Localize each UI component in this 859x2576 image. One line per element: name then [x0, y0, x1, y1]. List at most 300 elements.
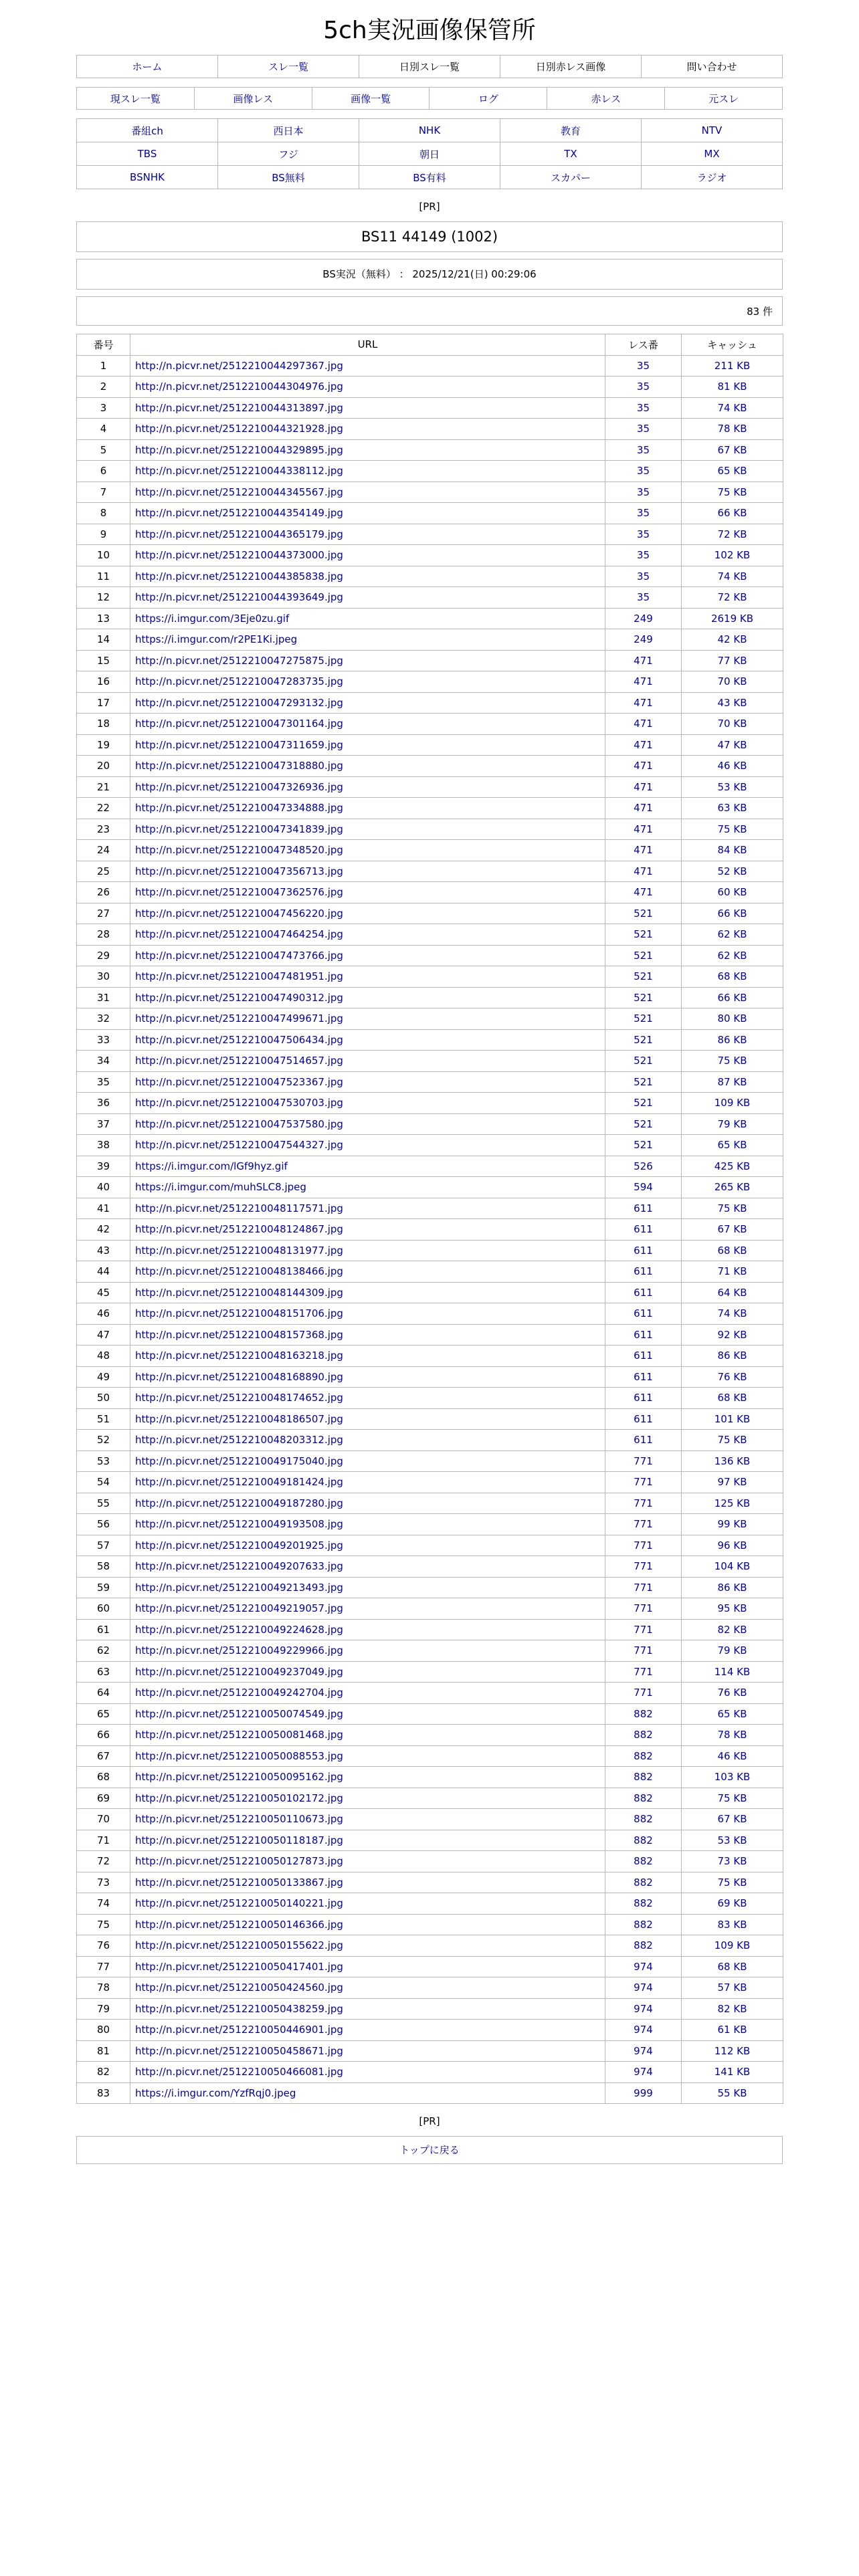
cache-link[interactable]: 66 KB — [682, 503, 783, 524]
cache-link[interactable]: 75 KB — [682, 1788, 783, 1809]
image-url-link[interactable]: http://n.picvr.net/2512210048203312.jpg — [135, 1434, 343, 1446]
channel-link[interactable]: スカパー — [550, 171, 591, 184]
main-nav-item-2[interactable]: 日別スレ一覧 — [399, 61, 460, 73]
res-number-link[interactable]: 249 — [605, 608, 682, 629]
res-number-link[interactable]: 611 — [605, 1430, 682, 1451]
res-number-link[interactable]: 882 — [605, 1830, 682, 1851]
image-url-link[interactable]: http://n.picvr.net/2512210044393649.jpg — [135, 591, 343, 604]
res-number-link[interactable]: 771 — [605, 1661, 682, 1683]
res-number-link[interactable]: 35 — [605, 481, 682, 503]
image-url-link[interactable]: http://n.picvr.net/2512210050110673.jpg — [135, 1813, 343, 1826]
cache-link[interactable]: 92 KB — [682, 1324, 783, 1346]
image-url-link[interactable]: http://n.picvr.net/2512210048168890.jpg — [135, 1370, 343, 1383]
cache-link[interactable]: 70 KB — [682, 671, 783, 693]
main-nav-item-3[interactable]: 日別赤レス画像 — [535, 61, 606, 73]
res-number-link[interactable]: 249 — [605, 629, 682, 651]
res-number-link[interactable]: 471 — [605, 882, 682, 903]
channel-link[interactable]: NHK — [418, 124, 441, 136]
cache-link[interactable]: 65 KB — [682, 1135, 783, 1156]
image-url-link[interactable]: http://n.picvr.net/2512210050102172.jpg — [135, 1792, 343, 1804]
res-number-link[interactable]: 882 — [605, 1914, 682, 1935]
cache-link[interactable]: 55 KB — [682, 2082, 783, 2104]
image-url-link[interactable]: http://n.picvr.net/2512210047544327.jpg — [135, 1139, 343, 1152]
channel-link[interactable]: BSNHK — [130, 171, 165, 183]
thread-nav-item-1[interactable]: 画像レス — [233, 92, 274, 105]
image-url-link[interactable]: http://n.picvr.net/2512210049181424.jpg — [135, 1476, 343, 1489]
image-url-link[interactable]: http://n.picvr.net/2512210048144309.jpg — [135, 1286, 343, 1299]
image-url-link[interactable]: http://n.picvr.net/2512210044385838.jpg — [135, 570, 343, 582]
res-number-link[interactable]: 35 — [605, 545, 682, 566]
cache-link[interactable]: 42 KB — [682, 629, 783, 651]
image-url-link[interactable]: http://n.picvr.net/2512210050146366.jpg — [135, 1918, 343, 1931]
main-nav — [76, 55, 783, 78]
channel-link[interactable]: BS無料 — [272, 171, 305, 184]
res-number-link[interactable]: 521 — [605, 1071, 682, 1093]
image-url-link[interactable]: http://n.picvr.net/2512210050446901.jpg — [135, 2024, 343, 2036]
image-url-link[interactable]: http://n.picvr.net/2512210048163218.jpg — [135, 1350, 343, 1362]
cache-link[interactable]: 112 KB — [682, 2040, 783, 2062]
main-nav-item-0[interactable]: ホーム — [132, 61, 163, 73]
image-url-link[interactable]: http://n.picvr.net/2512210050095162.jpg — [135, 1771, 343, 1784]
image-url-link[interactable]: http://n.picvr.net/2512210047537580.jpg — [135, 1117, 343, 1130]
res-number-link[interactable]: 771 — [605, 1451, 682, 1472]
cache-link[interactable]: 76 KB — [682, 1366, 783, 1388]
res-number-link[interactable]: 611 — [605, 1408, 682, 1430]
image-url-link[interactable]: http://n.picvr.net/2512210047530703.jpg — [135, 1097, 343, 1109]
res-number-link[interactable]: 882 — [605, 1767, 682, 1788]
image-url-link[interactable]: http://n.picvr.net/2512210047341839.jpg — [135, 823, 343, 835]
res-number-link[interactable]: 35 — [605, 461, 682, 482]
thread-nav-item-3[interactable]: ログ — [478, 92, 498, 105]
image-url-link[interactable]: http://n.picvr.net/2512210044338112.jpg — [135, 465, 343, 477]
res-number-link[interactable]: 521 — [605, 945, 682, 966]
image-url-link[interactable]: http://n.picvr.net/2512210049219057.jpg — [135, 1602, 343, 1615]
cache-link[interactable]: 52 KB — [682, 861, 783, 882]
cache-link[interactable]: 104 KB — [682, 1556, 783, 1578]
image-url-link[interactable]: http://n.picvr.net/2512210049175040.jpg — [135, 1455, 343, 1467]
res-number-link[interactable]: 882 — [605, 1893, 682, 1915]
res-number-link[interactable]: 882 — [605, 1725, 682, 1746]
cache-link[interactable]: 75 KB — [682, 1872, 783, 1893]
res-number-link[interactable]: 771 — [605, 1535, 682, 1556]
image-url-link[interactable]: http://n.picvr.net/2512210048124867.jpg — [135, 1223, 343, 1236]
cache-link[interactable]: 53 KB — [682, 776, 783, 798]
res-number-link[interactable]: 882 — [605, 1851, 682, 1872]
back-to-top-link[interactable]: トップに戻る — [399, 2144, 460, 2156]
image-url-link[interactable]: http://n.picvr.net/2512210050155622.jpg — [135, 1939, 343, 1952]
res-number-link[interactable]: 771 — [605, 1683, 682, 1704]
res-number-link[interactable]: 611 — [605, 1219, 682, 1241]
image-url-link[interactable]: http://n.picvr.net/2512210050118187.jpg — [135, 1834, 343, 1846]
cache-link[interactable]: 68 KB — [682, 1388, 783, 1409]
cache-link[interactable]: 109 KB — [682, 1093, 783, 1114]
image-url-link[interactable]: http://n.picvr.net/2512210044297367.jpg — [135, 359, 343, 372]
cache-link[interactable]: 62 KB — [682, 945, 783, 966]
main-nav-item-4[interactable]: 問い合わせ — [686, 61, 737, 73]
cache-link[interactable]: 81 KB — [682, 377, 783, 398]
res-number-link[interactable]: 35 — [605, 397, 682, 419]
res-number-link[interactable]: 974 — [605, 1977, 682, 1999]
row-url-cell — [130, 650, 605, 671]
res-number-link[interactable]: 611 — [605, 1388, 682, 1409]
cache-link[interactable]: 78 KB — [682, 1725, 783, 1746]
row-number: 62 — [77, 1640, 130, 1662]
cache-link[interactable]: 67 KB — [682, 1809, 783, 1830]
channel-link[interactable]: 朝日 — [419, 148, 440, 160]
res-number-link[interactable]: 974 — [605, 1956, 682, 1977]
row-number: 10 — [77, 545, 130, 566]
res-number-link[interactable]: 471 — [605, 714, 682, 735]
cache-link[interactable]: 101 KB — [682, 1408, 783, 1430]
cache-link[interactable]: 96 KB — [682, 1535, 783, 1556]
res-number-link[interactable]: 471 — [605, 819, 682, 840]
res-number-link[interactable]: 35 — [605, 566, 682, 587]
image-url-link[interactable]: http://n.picvr.net/2512210047362576.jpg — [135, 886, 343, 899]
res-number-link[interactable]: 611 — [605, 1198, 682, 1219]
res-number-link[interactable]: 471 — [605, 840, 682, 861]
cache-link[interactable]: 69 KB — [682, 1893, 783, 1915]
image-url-link[interactable]: http://n.picvr.net/2512210047348520.jpg — [135, 844, 343, 857]
cache-link[interactable]: 75 KB — [682, 481, 783, 503]
table-row — [77, 1029, 783, 1051]
image-url-link[interactable]: https://i.imgur.com/muhSLC8.jpeg — [135, 1181, 306, 1194]
image-url-link[interactable]: http://n.picvr.net/2512210044313897.jpg — [135, 401, 343, 414]
res-number-link[interactable]: 471 — [605, 692, 682, 714]
cache-link[interactable]: 46 KB — [682, 1745, 783, 1767]
image-url-link[interactable]: http://n.picvr.net/2512210049229966.jpg — [135, 1644, 343, 1657]
res-number-link[interactable]: 35 — [605, 524, 682, 545]
channel-link[interactable]: MX — [704, 148, 720, 160]
image-url-link[interactable]: http://n.picvr.net/2512210047311659.jpg — [135, 738, 343, 751]
row-number: 8 — [77, 503, 130, 524]
image-url-link[interactable]: http://n.picvr.net/2512210049242704.jpg — [135, 1687, 343, 1699]
cache-link[interactable]: 83 KB — [682, 1914, 783, 1935]
header-cache: キャッシュ — [682, 334, 783, 356]
cache-link[interactable]: 102 KB — [682, 545, 783, 566]
thread-nav-item-0[interactable]: 現スレ一覧 — [110, 92, 161, 105]
image-url-link[interactable]: http://n.picvr.net/2512210047464254.jpg — [135, 928, 343, 941]
image-url-link[interactable]: http://n.picvr.net/2512210048131977.jpg — [135, 1244, 343, 1257]
cache-link[interactable]: 2619 KB — [682, 608, 783, 629]
image-url-link[interactable]: http://n.picvr.net/2512210050417401.jpg — [135, 1960, 343, 1973]
image-url-link[interactable]: http://n.picvr.net/2512210047318880.jpg — [135, 760, 343, 772]
res-number-link[interactable]: 999 — [605, 2082, 682, 2104]
res-number-link[interactable]: 611 — [605, 1261, 682, 1283]
cache-link[interactable]: 82 KB — [682, 1998, 783, 2020]
image-url-link[interactable]: http://n.picvr.net/2512210049207633.jpg — [135, 1560, 343, 1573]
res-number-link[interactable]: 35 — [605, 419, 682, 440]
image-url-link[interactable]: http://n.picvr.net/2512210047514657.jpg — [135, 1055, 343, 1067]
cache-link[interactable]: 71 KB — [682, 1261, 783, 1283]
image-url-link[interactable]: http://n.picvr.net/2512210044304976.jpg — [135, 381, 343, 393]
image-url-link[interactable]: http://n.picvr.net/2512210044373000.jpg — [135, 549, 343, 562]
res-number-link[interactable]: 771 — [605, 1472, 682, 1493]
cache-link[interactable]: 53 KB — [682, 1830, 783, 1851]
cache-link[interactable]: 74 KB — [682, 1303, 783, 1325]
cache-link[interactable]: 86 KB — [682, 1029, 783, 1051]
cache-link[interactable]: 63 KB — [682, 798, 783, 819]
image-url-link[interactable]: http://n.picvr.net/2512210050424560.jpg — [135, 1981, 343, 1994]
cache-link[interactable]: 265 KB — [682, 1177, 783, 1198]
res-number-link[interactable]: 35 — [605, 587, 682, 609]
cache-link[interactable]: 74 KB — [682, 566, 783, 587]
image-url-link[interactable]: http://n.picvr.net/2512210050074549.jpg — [135, 1707, 343, 1720]
cache-link[interactable]: 97 KB — [682, 1472, 783, 1493]
res-number-link[interactable]: 974 — [605, 2062, 682, 2083]
image-url-link[interactable]: http://n.picvr.net/2512210050127873.jpg — [135, 1855, 343, 1868]
image-url-link[interactable]: http://n.picvr.net/2512210048151706.jpg — [135, 1307, 343, 1320]
image-url-link[interactable]: http://n.picvr.net/2512210047283735.jpg — [135, 675, 343, 688]
table-row — [77, 1071, 783, 1093]
image-url-link[interactable]: http://n.picvr.net/2512210050140221.jpg — [135, 1897, 343, 1910]
thread-nav-item-4[interactable]: 赤レス — [591, 92, 621, 105]
image-url-link[interactable]: http://n.picvr.net/2512210049213493.jpg — [135, 1581, 343, 1594]
res-number-link[interactable]: 521 — [605, 903, 682, 924]
cache-link[interactable]: 43 KB — [682, 692, 783, 714]
cache-link[interactable]: 66 KB — [682, 903, 783, 924]
table-row — [77, 756, 783, 777]
res-number-link[interactable]: 471 — [605, 756, 682, 777]
res-number-link[interactable]: 974 — [605, 2020, 682, 2041]
cache-link[interactable]: 68 KB — [682, 1956, 783, 1977]
image-url-link[interactable]: http://n.picvr.net/2512210047490312.jpg — [135, 991, 343, 1004]
res-number-link[interactable]: 882 — [605, 1809, 682, 1830]
cache-link[interactable]: 82 KB — [682, 1619, 783, 1640]
table-row — [77, 1472, 783, 1493]
cache-link[interactable]: 66 KB — [682, 987, 783, 1008]
image-url-link[interactable]: http://n.picvr.net/2512210048117571.jpg — [135, 1202, 343, 1214]
cache-link[interactable]: 77 KB — [682, 650, 783, 671]
row-number: 60 — [77, 1598, 130, 1620]
row-url-cell — [130, 1745, 605, 1767]
cache-link[interactable]: 73 KB — [682, 1851, 783, 1872]
cache-link[interactable]: 86 KB — [682, 1577, 783, 1598]
table-row — [77, 819, 783, 840]
cache-link[interactable]: 75 KB — [682, 819, 783, 840]
res-number-link[interactable]: 771 — [605, 1640, 682, 1662]
res-number-link[interactable]: 611 — [605, 1240, 682, 1261]
image-url-link[interactable]: http://n.picvr.net/2512210044354149.jpg — [135, 507, 343, 520]
image-url-link[interactable]: http://n.picvr.net/2512210049224628.jpg — [135, 1623, 343, 1636]
row-url-cell — [130, 1998, 605, 2020]
res-number-link[interactable]: 882 — [605, 1703, 682, 1725]
res-number-link[interactable]: 521 — [605, 924, 682, 946]
image-url-link[interactable]: http://n.picvr.net/2512210047506434.jpg — [135, 1033, 343, 1046]
cache-link[interactable]: 68 KB — [682, 1240, 783, 1261]
res-number-link[interactable]: 521 — [605, 1135, 682, 1156]
cache-link[interactable]: 78 KB — [682, 419, 783, 440]
cache-link[interactable]: 99 KB — [682, 1514, 783, 1535]
cache-link[interactable]: 136 KB — [682, 1451, 783, 1472]
image-url-link[interactable]: http://n.picvr.net/2512210044365179.jpg — [135, 528, 343, 540]
res-number-link[interactable]: 471 — [605, 798, 682, 819]
cache-link[interactable]: 76 KB — [682, 1683, 783, 1704]
cache-link[interactable]: 62 KB — [682, 924, 783, 946]
channel-link[interactable]: 番組ch — [131, 124, 163, 137]
res-number-link[interactable]: 611 — [605, 1366, 682, 1388]
cache-link[interactable]: 67 KB — [682, 439, 783, 461]
image-url-link[interactable]: http://n.picvr.net/2512210047499671.jpg — [135, 1012, 343, 1025]
cache-link[interactable]: 79 KB — [682, 1113, 783, 1135]
image-url-link[interactable]: https://i.imgur.com/YzfRqj0.jpeg — [135, 2086, 296, 2099]
table-row — [77, 1219, 783, 1241]
res-number-link[interactable]: 771 — [605, 1598, 682, 1620]
image-url-link[interactable]: http://n.picvr.net/2512210050133867.jpg — [135, 1876, 343, 1889]
res-number-link[interactable]: 471 — [605, 861, 682, 882]
image-url-link[interactable]: http://n.picvr.net/2512210049201925.jpg — [135, 1539, 343, 1551]
cache-link[interactable]: 95 KB — [682, 1598, 783, 1620]
cache-link[interactable]: 75 KB — [682, 1051, 783, 1072]
cache-link[interactable]: 114 KB — [682, 1661, 783, 1683]
cache-link[interactable]: 103 KB — [682, 1767, 783, 1788]
res-number-link[interactable]: 521 — [605, 1029, 682, 1051]
res-number-link[interactable]: 521 — [605, 966, 682, 988]
table-row — [77, 629, 783, 651]
cache-link[interactable]: 86 KB — [682, 1346, 783, 1367]
res-number-link[interactable]: 771 — [605, 1556, 682, 1578]
cache-link[interactable]: 60 KB — [682, 882, 783, 903]
res-number-link[interactable]: 521 — [605, 1051, 682, 1072]
channel-link[interactable]: TBS — [137, 148, 157, 160]
image-url-link[interactable]: http://n.picvr.net/2512210050438259.jpg — [135, 2002, 343, 2015]
cache-link[interactable]: 72 KB — [682, 524, 783, 545]
image-url-link[interactable]: http://n.picvr.net/2512210047481951.jpg — [135, 970, 343, 983]
table-row — [77, 1366, 783, 1388]
row-url-cell — [130, 1788, 605, 1809]
image-url-link[interactable]: http://n.picvr.net/2512210048186507.jpg — [135, 1412, 343, 1425]
res-number-link[interactable]: 771 — [605, 1514, 682, 1535]
image-url-link[interactable]: https://i.imgur.com/3Eje0zu.gif — [135, 612, 290, 625]
image-url-link[interactable]: http://n.picvr.net/2512210048157368.jpg — [135, 1328, 343, 1341]
channel-link[interactable]: フジ — [278, 148, 298, 160]
res-number-link[interactable]: 521 — [605, 1093, 682, 1114]
channel-link[interactable]: TX — [564, 148, 577, 160]
cache-link[interactable]: 57 KB — [682, 1977, 783, 1999]
res-number-link[interactable]: 471 — [605, 671, 682, 693]
res-number-link[interactable]: 611 — [605, 1324, 682, 1346]
cache-link[interactable]: 70 KB — [682, 714, 783, 735]
cache-link[interactable]: 72 KB — [682, 587, 783, 609]
cache-link[interactable]: 68 KB — [682, 966, 783, 988]
cache-link[interactable]: 65 KB — [682, 1703, 783, 1725]
cache-link[interactable]: 211 KB — [682, 355, 783, 377]
cache-link[interactable]: 67 KB — [682, 1219, 783, 1241]
image-url-link[interactable]: http://n.picvr.net/2512210047473766.jpg — [135, 949, 343, 962]
image-url-link[interactable]: http://n.picvr.net/2512210044345567.jpg — [135, 486, 343, 498]
image-url-link[interactable]: http://n.picvr.net/2512210048174652.jpg — [135, 1392, 343, 1404]
image-url-link[interactable]: https://i.imgur.com/r2PE1Ki.jpeg — [135, 633, 298, 646]
res-number-link[interactable]: 974 — [605, 2040, 682, 2062]
thread-nav-item-5[interactable]: 元スレ — [708, 92, 739, 105]
res-number-link[interactable]: 771 — [605, 1493, 682, 1514]
image-url-link[interactable]: http://n.picvr.net/2512210047293132.jpg — [135, 696, 343, 709]
image-url-link[interactable]: http://n.picvr.net/2512210049237049.jpg — [135, 1665, 343, 1678]
image-url-link[interactable]: http://n.picvr.net/2512210050466081.jpg — [135, 2066, 343, 2078]
cache-link[interactable]: 125 KB — [682, 1493, 783, 1514]
res-number-link[interactable]: 611 — [605, 1346, 682, 1367]
cache-link[interactable]: 46 KB — [682, 756, 783, 777]
main-nav-item-1[interactable]: スレ一覧 — [268, 61, 308, 73]
cache-link[interactable]: 61 KB — [682, 2020, 783, 2041]
res-number-link[interactable]: 35 — [605, 377, 682, 398]
image-url-link[interactable]: http://n.picvr.net/2512210049193508.jpg — [135, 1518, 343, 1531]
cache-link[interactable]: 64 KB — [682, 1282, 783, 1303]
res-number-link[interactable]: 471 — [605, 776, 682, 798]
image-url-link[interactable]: http://n.picvr.net/2512210047326936.jpg — [135, 780, 343, 793]
cache-link[interactable]: 75 KB — [682, 1198, 783, 1219]
res-number-link[interactable]: 611 — [605, 1303, 682, 1325]
cache-link[interactable]: 74 KB — [682, 397, 783, 419]
res-number-link[interactable]: 471 — [605, 650, 682, 671]
row-url-cell — [130, 1261, 605, 1283]
cache-link[interactable]: 109 KB — [682, 1935, 783, 1957]
row-number: 55 — [77, 1493, 130, 1514]
thread-nav-item-2[interactable]: 画像一覧 — [351, 92, 391, 105]
row-number: 7 — [77, 481, 130, 503]
cache-link[interactable]: 79 KB — [682, 1640, 783, 1662]
cache-link[interactable]: 84 KB — [682, 840, 783, 861]
res-number-link[interactable]: 471 — [605, 734, 682, 756]
channel-link[interactable]: ラジオ — [696, 171, 727, 184]
image-url-link[interactable]: http://n.picvr.net/2512210047275875.jpg — [135, 654, 343, 667]
image-url-link[interactable]: http://n.picvr.net/2512210047301164.jpg — [135, 718, 343, 730]
channel-link[interactable]: BS有料 — [413, 171, 446, 184]
image-url-link[interactable]: http://n.picvr.net/2512210050458671.jpg — [135, 2044, 343, 2057]
image-url-link[interactable]: http://n.picvr.net/2512210047334888.jpg — [135, 802, 343, 815]
res-number-link[interactable]: 882 — [605, 1788, 682, 1809]
image-url-link[interactable]: http://n.picvr.net/2512210048138466.jpg — [135, 1265, 343, 1278]
res-number-link[interactable]: 35 — [605, 503, 682, 524]
res-number-link[interactable]: 594 — [605, 1177, 682, 1198]
res-number-link[interactable]: 521 — [605, 1008, 682, 1030]
image-url-link[interactable]: http://n.picvr.net/2512210044329895.jpg — [135, 443, 343, 456]
channel-link[interactable]: 教育 — [560, 124, 581, 137]
cache-link[interactable]: 141 KB — [682, 2062, 783, 2083]
image-url-link[interactable]: http://n.picvr.net/2512210050081468.jpg — [135, 1729, 343, 1741]
image-url-link[interactable]: http://n.picvr.net/2512210044321928.jpg — [135, 423, 343, 435]
cache-link[interactable]: 75 KB — [682, 1430, 783, 1451]
res-number-link[interactable]: 526 — [605, 1156, 682, 1177]
res-number-link[interactable]: 35 — [605, 439, 682, 461]
cache-link[interactable]: 47 KB — [682, 734, 783, 756]
image-url-link[interactable]: http://n.picvr.net/2512210050088553.jpg — [135, 1749, 343, 1762]
res-number-link[interactable]: 521 — [605, 987, 682, 1008]
res-number-link[interactable]: 882 — [605, 1872, 682, 1893]
res-number-link[interactable]: 771 — [605, 1577, 682, 1598]
image-url-link[interactable]: https://i.imgur.com/lGf9hyz.gif — [135, 1160, 288, 1172]
image-url-link[interactable]: http://n.picvr.net/2512210047356713.jpg — [135, 865, 343, 877]
cache-link[interactable]: 80 KB — [682, 1008, 783, 1030]
res-number-link[interactable]: 521 — [605, 1113, 682, 1135]
res-number-link[interactable]: 882 — [605, 1935, 682, 1957]
res-number-link[interactable]: 882 — [605, 1745, 682, 1767]
channel-link[interactable]: NTV — [701, 124, 723, 136]
channel-link[interactable]: 西日本 — [273, 124, 304, 137]
image-url-link[interactable]: http://n.picvr.net/2512210047456220.jpg — [135, 907, 343, 920]
res-number-link[interactable]: 771 — [605, 1619, 682, 1640]
table-row — [77, 1408, 783, 1430]
cache-link[interactable]: 87 KB — [682, 1071, 783, 1093]
thread-nav-cell — [77, 88, 195, 110]
image-url-link[interactable]: http://n.picvr.net/2512210047523367.jpg — [135, 1075, 343, 1088]
cache-link[interactable]: 425 KB — [682, 1156, 783, 1177]
res-number-link[interactable]: 611 — [605, 1282, 682, 1303]
image-url-link[interactable]: http://n.picvr.net/2512210049187280.jpg — [135, 1497, 343, 1509]
res-number-link[interactable]: 974 — [605, 1998, 682, 2020]
cache-link[interactable]: 65 KB — [682, 461, 783, 482]
table-row — [77, 2062, 783, 2083]
res-number-link[interactable]: 35 — [605, 355, 682, 377]
